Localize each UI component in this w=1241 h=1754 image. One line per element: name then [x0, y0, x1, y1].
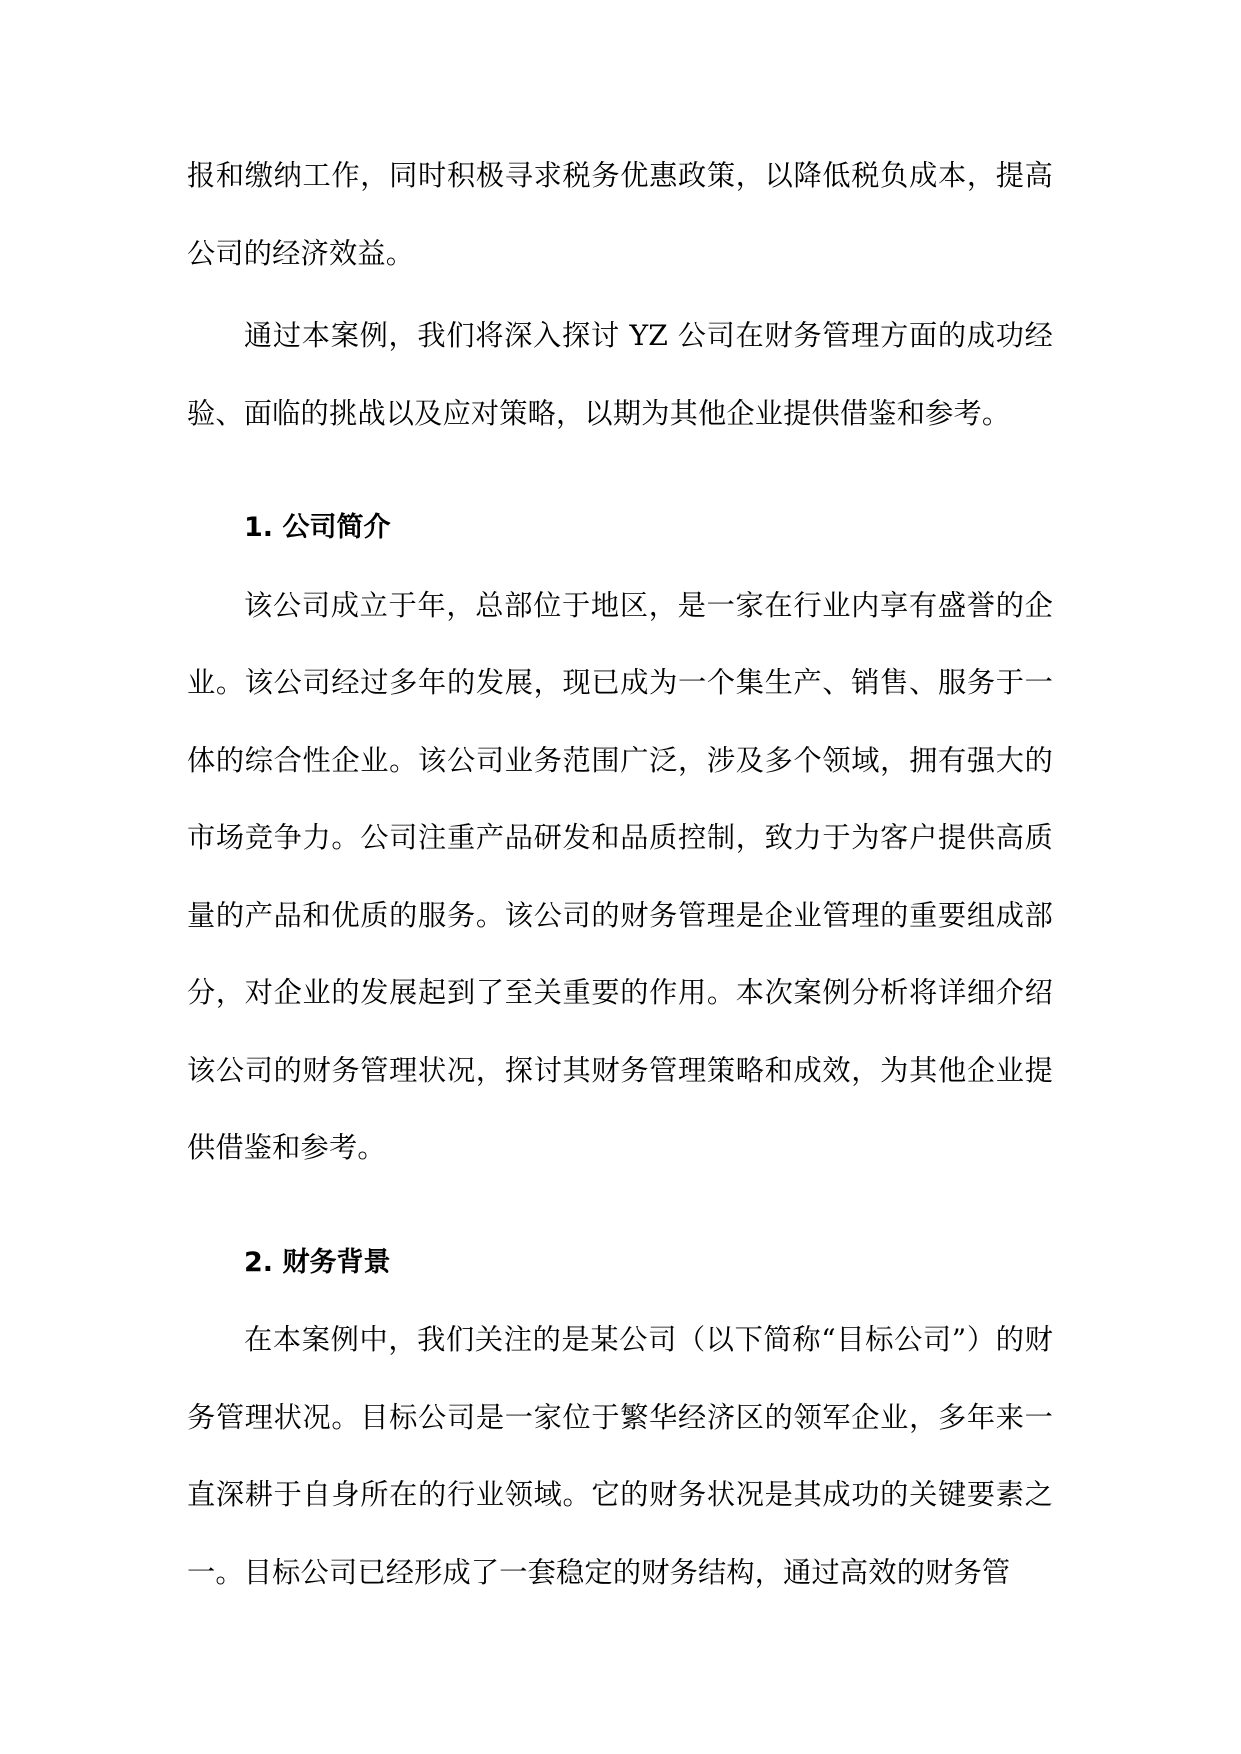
paragraph-continued: 报和缴纳工作，同时积极寻求税务优惠政策，以降低税负成本，提高公司的经济效益。	[187, 159, 1053, 270]
section-heading-financial-background: 2. 财务背景	[244, 1246, 391, 1278]
document-body	[187, 137, 1053, 1611]
paragraph-company-profile: 该公司成立于年，总部位于地区，是一家在行业内享有盛誉的企业。该公司经过多年的发展，现已成为一个集生产、销售、服务于一体的综合性企业。该公司业务范围广泛，涉及多个领域，拥有强大的市场竞争力。公司注重产品研发和品质控制，致力于为客户提供高质量的产品和优质的服务。该公司的财务管理是企业管理的重要组成部分，对企业的发展起到了至关重要的作用。本次案例分析将详细介绍该公司的财务管理状况，探讨其财务管理策略和成效，为其他企业提供借鉴和参考。	[187, 588, 1053, 1164]
paragraph-financial-background: 在本案例中，我们关注的是某公司（以下简称“目标公司”）的财务管理状况。目标公司是一家位于繁华经济区的领军企业，多年来一直深耕于自身所在的行业领域。它的财务状况是其成功的关键要素之一。目标公司已经形成了一套稳定的财务结构，通过高效的财务管	[187, 1323, 1053, 1589]
section-heading-company-profile: 1. 公司简介	[244, 512, 391, 543]
paragraph-intro: 通过本案例，我们将深入探讨 YZ 公司在财务管理方面的成功经验、面临的挑战以及应对策略，以期为其他企业提供借鉴和参考。	[187, 319, 1053, 430]
